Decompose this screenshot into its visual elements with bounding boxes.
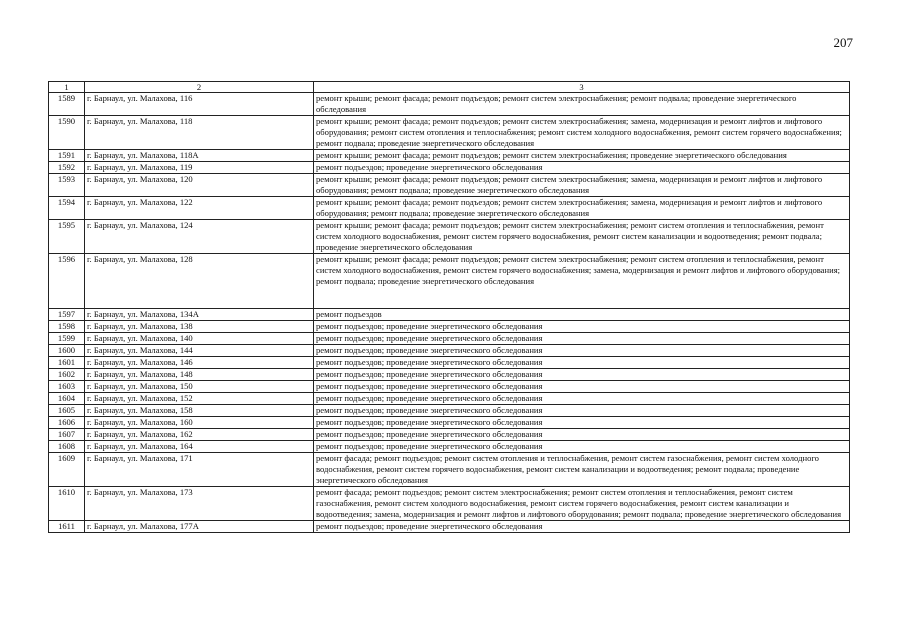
table-row	[49, 521, 850, 533]
row-address: г. Барнаул, ул. Малахова, 177А	[85, 521, 314, 533]
row-works: ремонт подъездов; проведение энергетического обследования	[314, 321, 850, 333]
row-works: ремонт крыши; ремонт фасада; ремонт подъездов; ремонт систем электроснабжения; проведение энергетического обследования	[314, 150, 850, 162]
table-row	[49, 405, 850, 417]
row-number: 1597	[49, 309, 85, 321]
table-row	[49, 333, 850, 345]
row-works: ремонт подъездов; проведение энергетического обследования	[314, 345, 850, 357]
row-address: г. Барнаул, ул. Малахова, 150	[85, 381, 314, 393]
row-address: г. Барнаул, ул. Малахова, 118А	[85, 150, 314, 162]
row-address: г. Барнаул, ул. Малахова, 152	[85, 393, 314, 405]
row-address: г. Барнаул, ул. Малахова, 171	[85, 453, 314, 487]
row-works: ремонт крыши; ремонт фасада; ремонт подъездов; ремонт систем электроснабжения; ремонт систем отопления и теплоснабжения, ремонт систем холодного водоснабжения, ремонт систем горячего водоснабжения; замена, модернизация и ремонт лифтов и лифтового оборудования; ремонт подвала; проведение энергетического обследования	[314, 254, 850, 309]
row-address: г. Барнаул, ул. Малахова, 164	[85, 441, 314, 453]
row-works: ремонт крыши; ремонт фасада; ремонт подъездов; ремонт систем электроснабжения; ремонт подвала; проведение энергетического обследования	[314, 93, 850, 116]
row-number: 1610	[49, 487, 85, 521]
row-number: 1598	[49, 321, 85, 333]
table-row	[49, 93, 850, 116]
row-number: 1608	[49, 441, 85, 453]
table-row	[49, 162, 850, 174]
row-works: ремонт подъездов; проведение энергетического обследования	[314, 417, 850, 429]
row-address: г. Барнаул, ул. Малахова, 146	[85, 357, 314, 369]
row-works: ремонт крыши; ремонт фасада; ремонт подъездов; ремонт систем электроснабжения; замена, модернизация и ремонт лифтов и лифтового оборудования; ремонт систем отопления и теплоснабжения; ремонт систем холодного водоснабжения, ремонт систем горячего водоснабжения; ремонт подвала; проведение энергетического обследования	[314, 116, 850, 150]
table-row	[49, 197, 850, 220]
row-works: ремонт подъездов; проведение энергетического обследования	[314, 393, 850, 405]
row-address: г. Барнаул, ул. Малахова, 116	[85, 93, 314, 116]
row-number: 1600	[49, 345, 85, 357]
row-address: г. Барнаул, ул. Малахова, 119	[85, 162, 314, 174]
row-number: 1611	[49, 521, 85, 533]
row-number: 1607	[49, 429, 85, 441]
row-address: г. Барнаул, ул. Малахова, 148	[85, 369, 314, 381]
table-row	[49, 345, 850, 357]
row-address: г. Барнаул, ул. Малахова, 173	[85, 487, 314, 521]
row-works: ремонт подъездов; проведение энергетического обследования	[314, 357, 850, 369]
row-address: г. Барнаул, ул. Малахова, 128	[85, 254, 314, 309]
column-header-3: 3	[314, 82, 850, 93]
row-works: ремонт подъездов; проведение энергетического обследования	[314, 333, 850, 345]
table-row	[49, 220, 850, 254]
row-address: г. Барнаул, ул. Малахова, 134А	[85, 309, 314, 321]
column-header-2: 2	[85, 82, 314, 93]
row-address: г. Барнаул, ул. Малахова, 118	[85, 116, 314, 150]
row-works: ремонт фасада; ремонт подъездов; ремонт систем отопления и теплоснабжения, ремонт систем газоснабжения, ремонт систем холодного водоснабжения, ремонт систем горячего водоснабжения, ремонт систем канализации и водоотведения; ремонт подвала; проведение энергетического обследования	[314, 453, 850, 487]
table-row	[49, 309, 850, 321]
table-row	[49, 487, 850, 521]
row-address: г. Барнаул, ул. Малахова, 162	[85, 429, 314, 441]
row-number: 1604	[49, 393, 85, 405]
row-number: 1596	[49, 254, 85, 309]
row-works: ремонт крыши; ремонт фасада; ремонт подъездов; ремонт систем электроснабжения; замена, модернизация и ремонт лифтов и лифтового оборудования; ремонт подвала; проведение энергетического обследования	[314, 174, 850, 197]
table-row	[49, 150, 850, 162]
row-address: г. Барнаул, ул. Малахова, 122	[85, 197, 314, 220]
table-row	[49, 381, 850, 393]
row-address: г. Барнаул, ул. Малахова, 120	[85, 174, 314, 197]
row-number: 1594	[49, 197, 85, 220]
row-works: ремонт фасада; ремонт подъездов; ремонт систем электроснабжения; ремонт систем отопления и теплоснабжения, ремонт систем газоснабжения, ремонт систем холодного водоснабжения, ремонт систем горячего водоснабжения, ремонт систем канализации и водоотведения; замена, модернизация и ремонт лифтов и лифтового оборудования; ремонт подвала; проведение энергетического обследования	[314, 487, 850, 521]
row-works: ремонт подъездов; проведение энергетического обследования	[314, 521, 850, 533]
row-number: 1609	[49, 453, 85, 487]
row-number: 1603	[49, 381, 85, 393]
row-address: г. Барнаул, ул. Малахова, 138	[85, 321, 314, 333]
table-row	[49, 393, 850, 405]
row-number: 1599	[49, 333, 85, 345]
table-row	[49, 441, 850, 453]
table-row	[49, 254, 850, 309]
table-row	[49, 357, 850, 369]
repair-register-table	[48, 81, 850, 533]
row-works: ремонт крыши; ремонт фасада; ремонт подъездов; ремонт систем электроснабжения; ремонт систем отопления и теплоснабжения, ремонт систем холодного водоснабжения, ремонт систем горячего водоснабжения, ремонт систем канализации и водоотведения; ремонт подвала; проведение энергетического обследования	[314, 220, 850, 254]
row-works: ремонт подъездов; проведение энергетического обследования	[314, 405, 850, 417]
row-works: ремонт подъездов; проведение энергетического обследования	[314, 441, 850, 453]
table-row	[49, 429, 850, 441]
row-works: ремонт подъездов; проведение энергетического обследования	[314, 381, 850, 393]
row-number: 1591	[49, 150, 85, 162]
row-number: 1601	[49, 357, 85, 369]
row-number: 1593	[49, 174, 85, 197]
row-number: 1595	[49, 220, 85, 254]
row-number: 1602	[49, 369, 85, 381]
row-address: г. Барнаул, ул. Малахова, 160	[85, 417, 314, 429]
row-number: 1590	[49, 116, 85, 150]
row-works: ремонт крыши; ремонт фасада; ремонт подъездов; ремонт систем электроснабжения; замена, модернизация и ремонт лифтов и лифтового оборудования; ремонт подвала; проведение энергетического обследования	[314, 197, 850, 220]
row-number: 1592	[49, 162, 85, 174]
table-row	[49, 417, 850, 429]
table-row	[49, 369, 850, 381]
row-address: г. Барнаул, ул. Малахова, 124	[85, 220, 314, 254]
row-works: ремонт подъездов; проведение энергетического обследования	[314, 369, 850, 381]
row-address: г. Барнаул, ул. Малахова, 158	[85, 405, 314, 417]
row-address: г. Барнаул, ул. Малахова, 144	[85, 345, 314, 357]
row-number: 1606	[49, 417, 85, 429]
table-row	[49, 453, 850, 487]
row-works: ремонт подъездов; проведение энергетического обследования	[314, 162, 850, 174]
table-row	[49, 174, 850, 197]
row-works: ремонт подъездов	[314, 309, 850, 321]
table-row	[49, 116, 850, 150]
page-number: 207	[833, 35, 853, 50]
row-address: г. Барнаул, ул. Малахова, 140	[85, 333, 314, 345]
row-number: 1589	[49, 93, 85, 116]
row-works: ремонт подъездов; проведение энергетического обследования	[314, 429, 850, 441]
row-number: 1605	[49, 405, 85, 417]
table-row	[49, 321, 850, 333]
column-header-1: 1	[49, 82, 85, 93]
table-header-row	[49, 82, 850, 93]
